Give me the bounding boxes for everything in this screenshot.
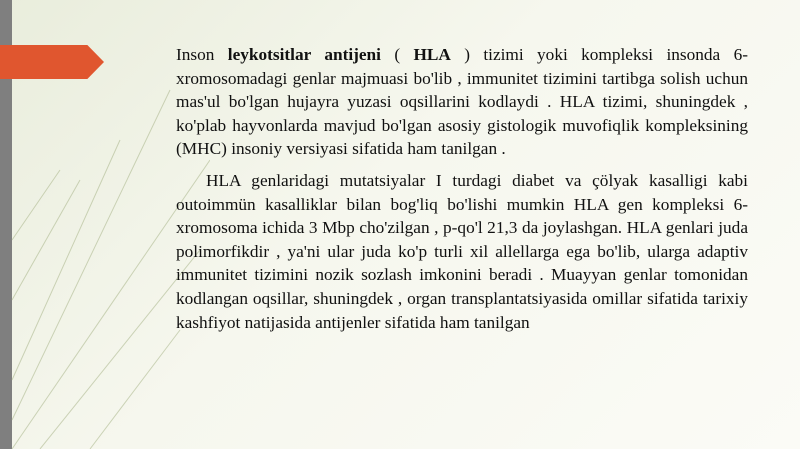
p1-rest: ) tizimi yoki kompleksi insonda 6-xromosomadagi genlar majmuasi bo'lib , immunitet tizimini tartibga solish uchun mas'ul bo'lgan hujayra yuzasi oqsillarini kodlaydi . HLA tizimi, shuningdek , ko'plab hayvonlarda mavjud bo'lgan asosiy gistologik muvofiqlik kompleksining (MHC) insoniy versiyasi sifatida ham tanilgan . xyxy=(176,45,748,159)
slide-body xyxy=(176,43,748,334)
p1-abbr: HLA xyxy=(413,45,451,64)
paragraph-2: HLA genlaridagi mutatsiyalar I turdagi diabet va çölyak kasalligi kabi outoimmün kasalliklar bilan bog'liq bo'lishi mumkin HLA gen kompleksi 6-xromosoma ichida 3 Mbp cho'zilgan , p-qo'l 21,3 da joylashgan. HLA genlari juda polimorfikdir , ya'ni ular juda ko'p turli xil allellarga ega bo'lib, ularga adaptiv immunitet tizimini nozik sozlash imkonini beradi . Muayyan genlar tomonidan kodlangan oqsillar, shuningdek , organ transplantatsiyasida omillar sifatida tarixiy kashfiyot natijasida antijenler sifatida ham tanilgan xyxy=(176,170,748,332)
paragraph-1 xyxy=(176,43,748,161)
p1-term: leykotsitlar antijeni xyxy=(227,45,381,64)
orange-arrow-marker xyxy=(0,45,104,79)
p1-prefix: Inson xyxy=(176,45,228,64)
p1-paren: ( xyxy=(380,45,414,64)
